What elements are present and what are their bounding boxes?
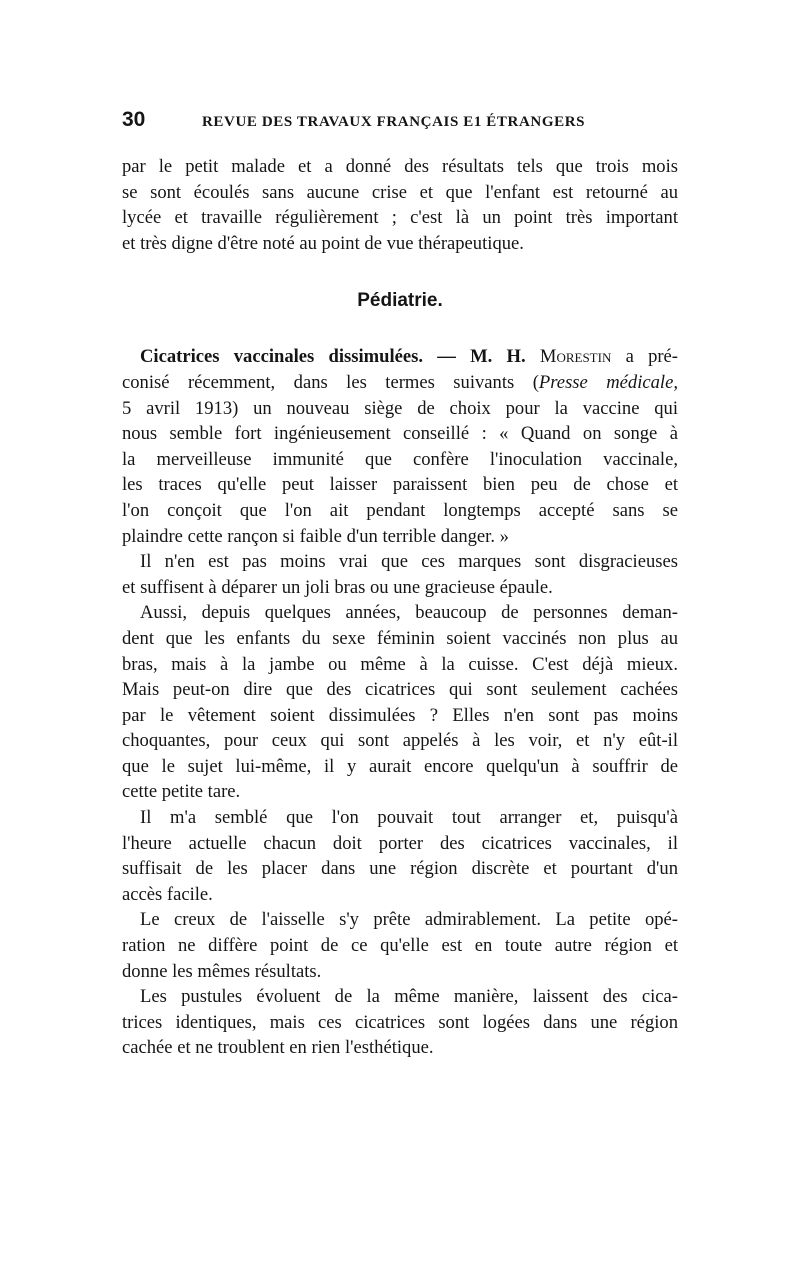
text-line: 5 avril 1913) un nouveau siège de choix pour la vaccine qui [122,397,678,419]
text-line: bras, mais à la jambe ou même à la cuisse. C'est déjà mieux. [122,653,678,675]
text-line: cachée et ne troublent en rien l'esthétique. [122,1037,434,1059]
text-line: accès facile. [122,883,213,905]
paragraph-3 [122,805,678,907]
text-line [122,370,678,396]
text-run: a pré- [611,346,679,368]
text-line: Le creux de l'aisselle s'y prête admirablement. La petite opé- [140,909,678,931]
text-line: par le vêtement soient dissimulées ? Elles n'en sont pas moins [122,704,678,726]
paragraph-4 [122,907,678,984]
running-title: REVUE DES TRAVAUX FRANÇAIS E1 ÉTRANGERS [202,114,586,130]
text-line: trices identiques, mais ces cicatrices sont logées dans une région [122,1011,678,1033]
text-line: se sont écoulés sans aucune crise et que l'enfant est retourné au [122,181,678,203]
text-line: suffisait de les placer dans une région discrète et pourtant d'un [122,858,678,880]
text-run: conisé récemment, dans les termes suivants ( [122,371,539,393]
article-title: Cicatrices vaccinales dissimulées. — M. H. [140,346,526,368]
text-line: choquantes, pour ceux qui sont appelés à les voir, et n'y eût-il [122,730,678,752]
text-line: la merveilleuse immunité que confère l'inoculation vaccinale, [122,448,678,470]
text-line: plaindre cette rançon si faible d'un terrible danger. » [122,525,509,547]
paragraph-5 [122,984,678,1061]
text-line: ration ne diffère point de ce qu'elle est en toute autre région et [122,935,678,957]
text-line: l'heure actuelle chacun doit porter des cicatrices vaccinales, il [122,832,678,854]
section-title: Pédiatrie. [357,290,443,312]
article-first-line [122,344,678,370]
text-line: l'on conçoit que l'on ait pendant longtemps accepté sans se [122,499,678,521]
text-line: lycée et travaille régulièrement ; c'est là un point très important [122,207,678,229]
running-head [122,108,678,144]
text-line: Aussi, depuis quelques années, beaucoup de personnes deman- [140,602,678,624]
text-line: cette petite tare. [122,781,241,803]
text-line: les traces qu'elle peut laisser paraissent bien peu de chose et [122,474,678,496]
text-line: dent que les enfants du sexe féminin soient vaccinés non plus au [122,627,678,649]
text-line: par le petit malade et a donné des résultats tels que trois mois [122,156,678,177]
text-line: nous semble fort ingénieusement conseillé : « Quand on songe à [122,423,678,445]
paragraph-2 [122,600,678,805]
book-page [122,108,678,1061]
text-line: et suffisent à déparer un joli bras ou une gracieuse épaule. [122,576,553,598]
article-paragraph [122,344,678,549]
text-line: donne les mêmes résultats. [122,960,322,982]
text-line: Il n'en est pas moins vrai que ces marques sont disgracieuses [140,551,678,573]
text-line: et très digne d'être noté au point de vue thérapeutique. [122,232,524,254]
journal-title: Presse médicale, [538,371,678,393]
text-line: Il m'a semblé que l'on pouvait tout arranger et, puisqu'à [140,807,678,829]
paragraph-1 [122,549,678,600]
text-line: Mais peut-on dire que des cicatrices qui sont seulement cachées [122,679,678,701]
text-line: Les pustules évoluent de la même manière, laissent des cica- [140,986,678,1008]
page-number: 30 [122,108,146,131]
text-line: que le sujet lui-même, il y aurait encore quelqu'un à souffrir de [122,755,678,777]
article-author: Morestin [539,346,612,368]
intro-paragraph [122,154,678,256]
